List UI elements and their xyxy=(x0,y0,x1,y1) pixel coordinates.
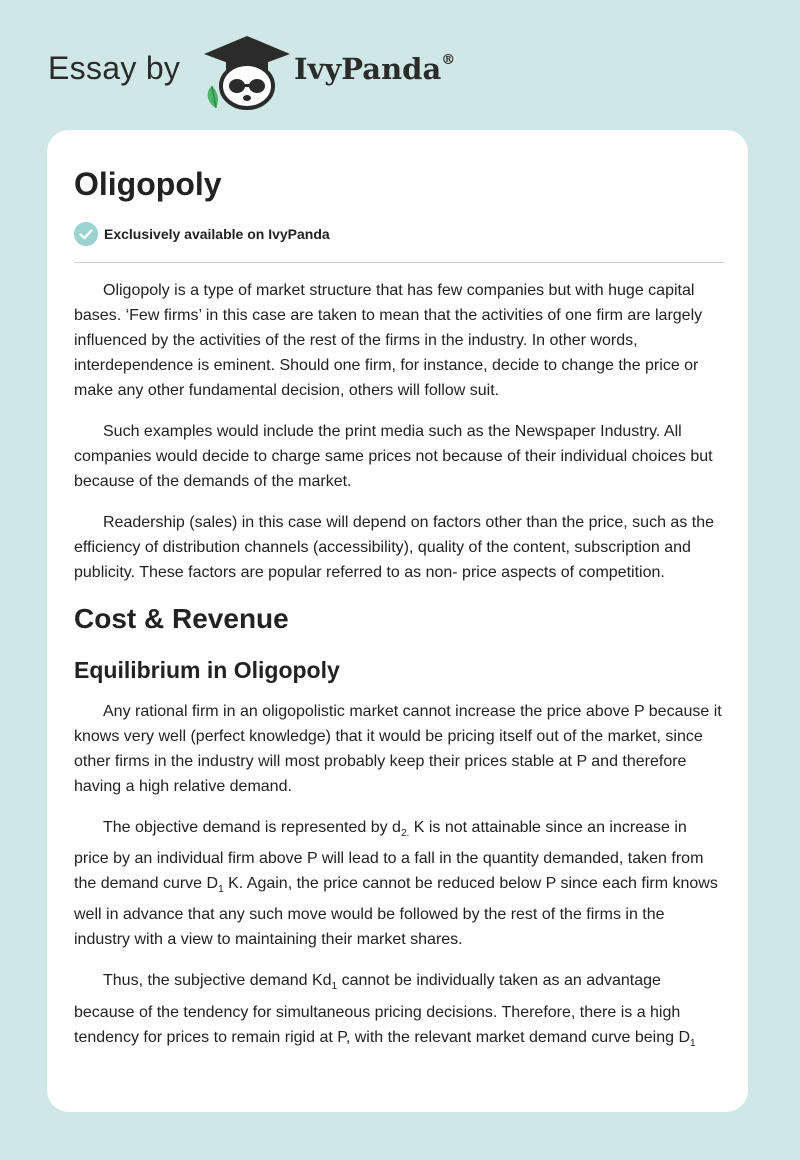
paragraph: Thus, the subjective demand $Kd_1$ cannot be individually taken as an advantage because of the tendency for simultaneous pricing decisions. Therefore, there is a high tendency for prices to remain rigid at P, with the relevant market demand curve being $D_1$ xyxy=(74,972,696,1049)
article-body xyxy=(74,278,724,1072)
exclusive-badge xyxy=(74,222,474,248)
badge-label: Exclusively available on IvyPanda xyxy=(104,226,330,242)
page-title: Oligopoly xyxy=(74,166,222,202)
article-card xyxy=(47,130,748,1112)
paragraph: Oligopoly is a type of market structure that has few companies but with huge capital bases. ‘Few firms’ in this case are taken to mean that the activities of one firm are largely influenced by the activities of the rest of the firms in the industry. In other words, interdependence is eminent. Should one firm, for instance, decide to change the price or make any other fundamental decision, others will follow suit. xyxy=(74,282,703,399)
panda-logo-icon[interactable] xyxy=(202,34,292,112)
check-icon xyxy=(74,222,98,246)
section-heading-cost-revenue: Cost & Revenue xyxy=(74,603,289,634)
divider xyxy=(74,262,724,263)
paragraph: Any rational firm in an oligopolistic market cannot increase the price above P because it knows very well (perfect knowledge) that it would be pricing itself out of the market, since other firms in the industry will most probably keep their prices stable at P and therefore having a high relative demand. xyxy=(74,703,722,795)
essay-by-label: Essay by xyxy=(48,50,181,86)
paragraph: Readership (sales) in this case will depend on factors other than the price, such as the efficiency of distribution channels (accessibility), quality of the content, subscription and publicity. These factors are popular referred to as non- price aspects of competition. xyxy=(74,514,714,581)
paragraph: The objective demand is represented by $d_{2.}$ K is not attainable since an increase in price by an individual firm above P will lead to a fall in the quantity demanded, taken from the demand curve $D_1$ K. Again, the price cannot be reduced below P since each firm knows well in advance that any such move would be followed by the rest of the firms in the industry with a view to maintaining their market shares. xyxy=(74,819,718,949)
brand-name[interactable]: IvyPanda® xyxy=(294,52,456,86)
paragraph: Such examples would include the print media such as the Newspaper Industry. All companies would decide to charge same prices not because of their individual choices but because of the demands of the market. xyxy=(74,423,713,490)
subsection-heading-equilibrium: Equilibrium in Oligopoly xyxy=(74,657,340,683)
site-header xyxy=(48,30,748,110)
